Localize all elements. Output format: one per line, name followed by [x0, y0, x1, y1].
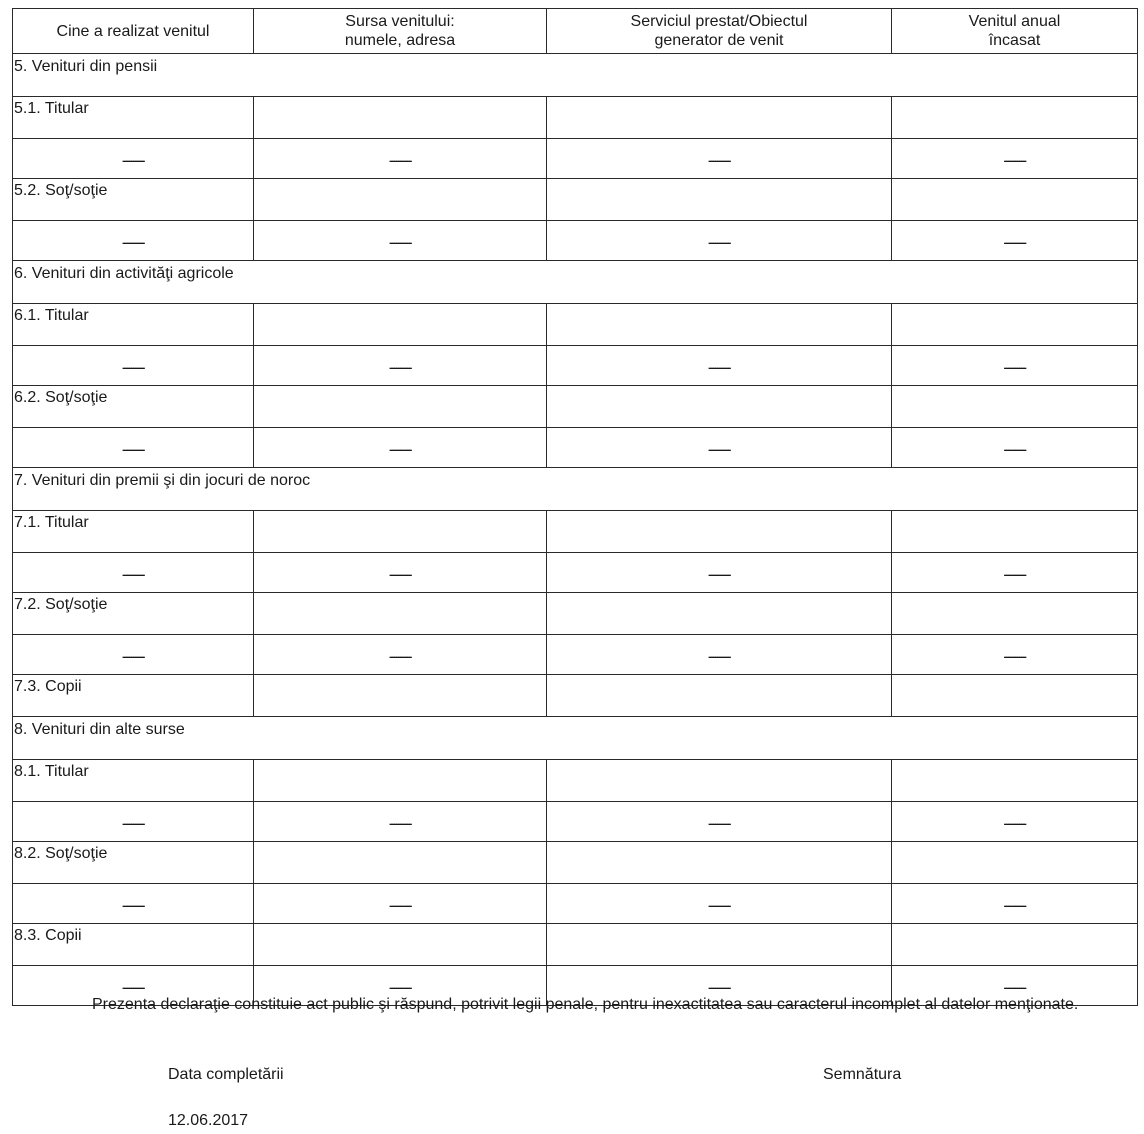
- header-line: Venitul anual: [968, 13, 1061, 30]
- empty-cell: [547, 924, 892, 966]
- placeholder-dashes: ----------: [122, 569, 144, 581]
- header-service-provided: [547, 9, 892, 54]
- section-row: [13, 54, 1138, 97]
- placeholder-dashes: ----------: [708, 237, 730, 249]
- dash-cell: [254, 428, 547, 468]
- table-row: [13, 428, 1138, 468]
- empty-cell: [547, 593, 892, 635]
- row-label: 8.2. Soţ/soţie: [13, 842, 254, 884]
- placeholder-dashes: ----------: [1003, 569, 1026, 581]
- header-line: Sursa venitului:: [345, 13, 455, 30]
- dash-cell: [13, 139, 254, 179]
- empty-cell: [547, 675, 892, 717]
- dash-cell: [254, 802, 547, 842]
- header-line: numele, adresa: [344, 32, 456, 49]
- placeholder-dashes: ----------: [708, 982, 730, 994]
- section-row: [13, 468, 1138, 511]
- table-row: [13, 760, 1138, 802]
- placeholder-dashes: ----------: [1003, 362, 1026, 374]
- empty-cell: [254, 386, 547, 428]
- empty-cell: [254, 304, 547, 346]
- declaration-statement: Prezenta declaraţie constituie act public şi răspund, potrivit legii penale, pentru inexactitatea sau caracterul incomplet al datelor menţionate.: [92, 996, 1079, 1013]
- dash-cell: [892, 884, 1138, 924]
- row-label: 7.1. Titular: [13, 511, 254, 553]
- row-label: 5.1. Titular: [13, 97, 254, 139]
- dash-cell: [892, 635, 1138, 675]
- section-title: 5. Venituri din pensii: [13, 54, 1138, 97]
- placeholder-dashes: ----------: [708, 818, 730, 830]
- table-row: [13, 675, 1138, 717]
- header-line: generator de venit: [654, 32, 784, 49]
- table-row: [13, 346, 1138, 386]
- dash-cell: [13, 635, 254, 675]
- row-label: 8.1. Titular: [13, 760, 254, 802]
- dash-cell: [13, 553, 254, 593]
- row-label: 7.3. Copii: [13, 675, 254, 717]
- placeholder-dashes: ----------: [708, 362, 730, 374]
- completion-date-label: Data completării: [168, 1066, 284, 1083]
- table-row: [13, 97, 1138, 139]
- table-row: [13, 304, 1138, 346]
- dash-cell: [13, 802, 254, 842]
- dash-cell: [547, 635, 892, 675]
- placeholder-dashes: ----------: [708, 444, 730, 456]
- empty-cell: [547, 304, 892, 346]
- income-declaration-table: [12, 8, 1138, 1006]
- placeholder-dashes: ----------: [389, 900, 411, 912]
- dash-cell: [892, 802, 1138, 842]
- dash-cell: [254, 139, 547, 179]
- empty-cell: [254, 924, 547, 966]
- section-row: [13, 717, 1138, 760]
- table-row: [13, 593, 1138, 635]
- header-line: încasat: [988, 32, 1041, 49]
- empty-cell: [892, 924, 1138, 966]
- empty-cell: [892, 593, 1138, 635]
- empty-cell: [892, 386, 1138, 428]
- placeholder-dashes: ----------: [122, 155, 144, 167]
- section-title: 6. Venituri din activităţi agricole: [13, 261, 1138, 304]
- header-line: Cine a realizat venitul: [56, 22, 210, 40]
- table-row: [13, 139, 1138, 179]
- dash-cell: [254, 221, 547, 261]
- placeholder-dashes: ----------: [1003, 237, 1026, 249]
- table-row: [13, 802, 1138, 842]
- empty-cell: [547, 386, 892, 428]
- placeholder-dashes: ----------: [1003, 651, 1026, 663]
- empty-cell: [892, 304, 1138, 346]
- placeholder-dashes: ----------: [122, 651, 144, 663]
- placeholder-dashes: ----------: [389, 444, 411, 456]
- table-row: [13, 179, 1138, 221]
- header-annual-income: [892, 9, 1138, 54]
- empty-cell: [254, 179, 547, 221]
- table-row: [13, 635, 1138, 675]
- empty-cell: [892, 511, 1138, 553]
- dash-cell: [547, 553, 892, 593]
- section-title: 8. Venituri din alte surse: [13, 717, 1138, 760]
- placeholder-dashes: ----------: [122, 444, 144, 456]
- header-income-source: [254, 9, 547, 54]
- placeholder-dashes: ----------: [122, 237, 144, 249]
- empty-cell: [254, 593, 547, 635]
- dash-cell: [13, 221, 254, 261]
- placeholder-dashes: ----------: [389, 569, 411, 581]
- placeholder-dashes: ----------: [708, 651, 730, 663]
- empty-cell: [547, 842, 892, 884]
- dash-cell: [892, 553, 1138, 593]
- placeholder-dashes: ----------: [708, 155, 730, 167]
- dash-cell: [254, 635, 547, 675]
- table-row: [13, 386, 1138, 428]
- empty-cell: [892, 97, 1138, 139]
- empty-cell: [892, 675, 1138, 717]
- header-line: Serviciul prestat/Obiectul: [630, 13, 808, 30]
- empty-cell: [547, 179, 892, 221]
- dash-cell: [547, 346, 892, 386]
- table-row: [13, 842, 1138, 884]
- table-row: [13, 924, 1138, 966]
- placeholder-dashes: ----------: [389, 818, 411, 830]
- row-label: 8.3. Copii: [13, 924, 254, 966]
- empty-cell: [547, 511, 892, 553]
- table-row: [13, 511, 1138, 553]
- dash-cell: [254, 553, 547, 593]
- dash-cell: [892, 346, 1138, 386]
- section-title: 7. Venituri din premii şi din jocuri de noroc: [13, 468, 1138, 511]
- placeholder-dashes: ----------: [1003, 818, 1026, 830]
- empty-cell: [254, 760, 547, 802]
- placeholder-dashes: ----------: [1003, 982, 1026, 994]
- table-row: [13, 221, 1138, 261]
- placeholder-dashes: ----------: [708, 900, 730, 912]
- row-label: 6.2. Soţ/soţie: [13, 386, 254, 428]
- placeholder-dashes: ----------: [122, 818, 144, 830]
- placeholder-dashes: ----------: [122, 900, 144, 912]
- dash-cell: [547, 221, 892, 261]
- table-row: [13, 553, 1138, 593]
- dash-cell: [13, 346, 254, 386]
- empty-cell: [547, 760, 892, 802]
- dash-cell: [13, 428, 254, 468]
- table-body: [13, 54, 1138, 1006]
- dash-cell: [892, 221, 1138, 261]
- dash-cell: [892, 428, 1138, 468]
- dash-cell: [547, 139, 892, 179]
- empty-cell: [254, 842, 547, 884]
- dash-cell: [254, 884, 547, 924]
- dash-cell: [547, 884, 892, 924]
- dash-cell: [547, 802, 892, 842]
- dash-cell: [254, 346, 547, 386]
- empty-cell: [892, 842, 1138, 884]
- empty-cell: [254, 511, 547, 553]
- table-row: [13, 884, 1138, 924]
- row-label: 7.2. Soţ/soţie: [13, 593, 254, 635]
- row-label: 6.1. Titular: [13, 304, 254, 346]
- placeholder-dashes: ----------: [1003, 444, 1026, 456]
- empty-cell: [892, 179, 1138, 221]
- placeholder-dashes: ----------: [1003, 900, 1026, 912]
- signature-label: Semnătura: [823, 1066, 902, 1083]
- placeholder-dashes: ----------: [389, 155, 411, 167]
- empty-cell: [892, 760, 1138, 802]
- placeholder-dashes: ----------: [389, 982, 411, 994]
- row-label: 5.2. Soţ/soţie: [13, 179, 254, 221]
- placeholder-dashes: ----------: [708, 569, 730, 581]
- placeholder-dashes: ----------: [122, 362, 144, 374]
- empty-cell: [254, 675, 547, 717]
- placeholder-dashes: ----------: [389, 651, 411, 663]
- dash-cell: [892, 139, 1138, 179]
- section-row: [13, 261, 1138, 304]
- completion-date-value: 12.06.2017: [168, 1112, 249, 1129]
- table-header-row: [13, 9, 1138, 54]
- dash-cell: [13, 884, 254, 924]
- dash-cell: [547, 428, 892, 468]
- empty-cell: [547, 97, 892, 139]
- empty-cell: [254, 97, 547, 139]
- header-who-realized-income: [13, 9, 254, 54]
- placeholder-dashes: ----------: [1003, 155, 1026, 167]
- placeholder-dashes: ----------: [389, 362, 411, 374]
- placeholder-dashes: ----------: [389, 237, 411, 249]
- placeholder-dashes: ----------: [122, 982, 144, 994]
